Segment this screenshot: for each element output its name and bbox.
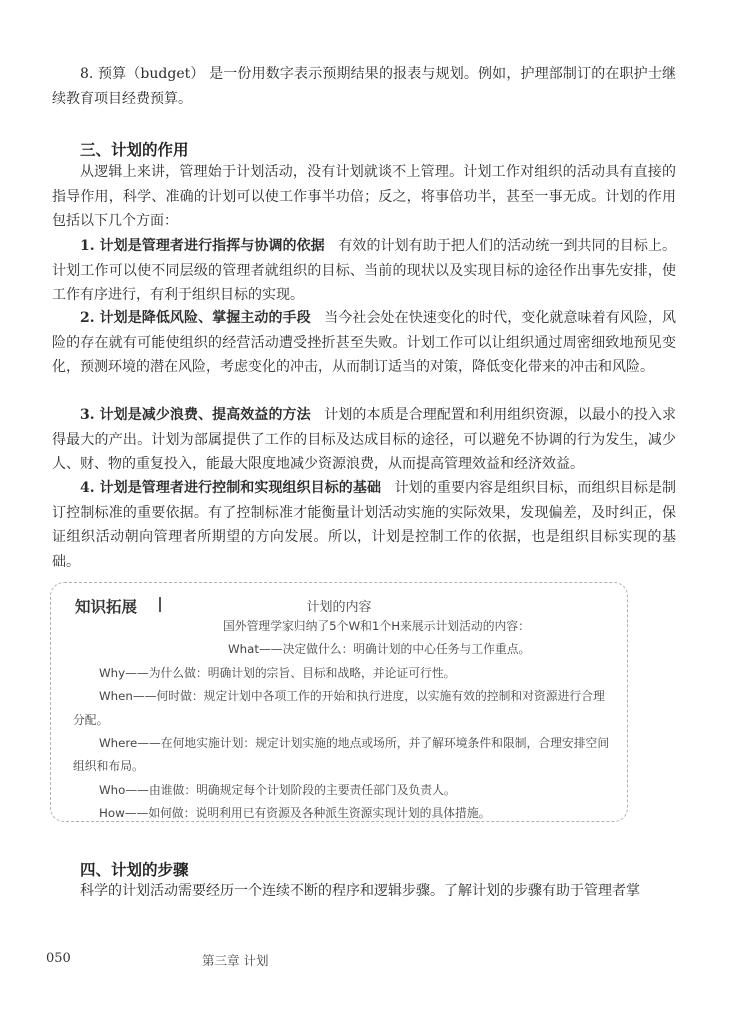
box-when: When——何时做：规定计划中各项工作的开始和执行进度，以实施有效的控制和对资源进行合理分配。 (73, 689, 605, 727)
section-heading-role-of-planning: 三、计划的作用 (80, 141, 189, 159)
paragraph-role-4 (52, 476, 676, 574)
knowledge-box-title: 知识拓展 (75, 598, 138, 616)
box-how: How——如何做：说明利用已有资源及各种派生资源实现计划的具体措施。 (99, 806, 491, 821)
section-heading-planning-steps: 四、计划的步骤 (80, 861, 189, 879)
paragraph-role-intro: 从逻辑上来讲，管理始于计划活动，没有计划就谈不上管理。计划工作对组织的活动具有直接的指导作用，科学、准确的计划可以使工作事半功倍；反之，将事倍功半，甚至一事无成。计划的作用包括以下几个方面： (52, 164, 676, 230)
paragraph-steps-intro: 科学的计划活动需要经历一个连续不断的程序和逻辑步骤。了解计划的步骤有助于管理者掌 (80, 883, 640, 899)
role-4-lead: 4. 计划是管理者进行控制和实现组织目标的基础 (80, 480, 382, 496)
role-1-lead: 1. 计划是管理者进行指挥与协调的依据 (80, 238, 325, 254)
role-2-lead: 2. 计划是降低风险、掌握主动的手段 (80, 310, 311, 326)
knowledge-box-content (73, 615, 613, 826)
role-3-lead: 3. 计划是减少浪费、提高效益的方法 (80, 407, 311, 423)
paragraph-role-2 (52, 306, 676, 380)
knowledge-extension-box (50, 582, 628, 822)
role-2-text: 当今社会处在快速变化的时代，变化就意味着有风险，风险的存在就有可能使组织的经营活动遭受挫折甚至失败。计划工作可以让组织通过周密细致地预见变化，预测环境的潜在风险，考虑变化的冲击，从而制订适当的对策，降低变化带来的冲击和风险。 (52, 310, 677, 376)
role-4-text: 计划的重要内容是组织目标，而组织目标是制订控制标准的重要依据。有了控制标准才能衡量计划活动实施的实际效果，发现偏差，及时纠正，保证组织活动朝向管理者所期望的方向发展。所以，计划是控制工作的依据，也是组织目标实现的基础。 (52, 480, 676, 570)
paragraph-budget: 8. 预算（budget） 是一份用数字表示预期结果的报表与规划。例如，护理部制订的在职护士继续教育项目经费预算。 (52, 66, 676, 107)
box-intro: 国外管理学家归纳了5个W和1个H来展示计划活动的内容： (223, 619, 530, 633)
chapter-label: 第三章 计划 (202, 953, 269, 968)
box-where: Where——在何地实施计划：规定计划实施的地点或场所，并了解环境条件和限制，合理安排空间组织和布局。 (73, 736, 610, 774)
paragraph-role-1 (52, 234, 676, 308)
box-what: What——决定做什么：明确计划的中心任务与工作重点。 (228, 642, 531, 657)
box-who: Who——由谁做：明确规定每个计划阶段的主要责任部门及负责人。 (99, 782, 456, 797)
role-1-text: 有效的计划有助于把人们的活动统一到共同的目标上。计划工作可以使不同层级的管理者就组织的目标、当前的现状以及实现目标的途径作出事先安排，使工作有序进行，有利于组织目标的实现。 (52, 238, 676, 304)
role-3-text: 计划的本质是合理配置和利用组织资源，以最小的投入求得最大的产出。计划为部属提供了工作的目标及达成目标的途径，可以避免不协调的行为发生，减少人、财、物的重复投入，能最大限度地减少资源浪费，从而提高管理效益和经济效益。 (52, 407, 677, 473)
box-why: Why——为什么做：明确计划的宗旨、目标和战略，并论证可行性。 (99, 665, 456, 680)
paragraph-role-3 (52, 403, 676, 477)
page-number: 050 (46, 951, 71, 966)
knowledge-box-heading: 计划的内容 (306, 600, 372, 615)
